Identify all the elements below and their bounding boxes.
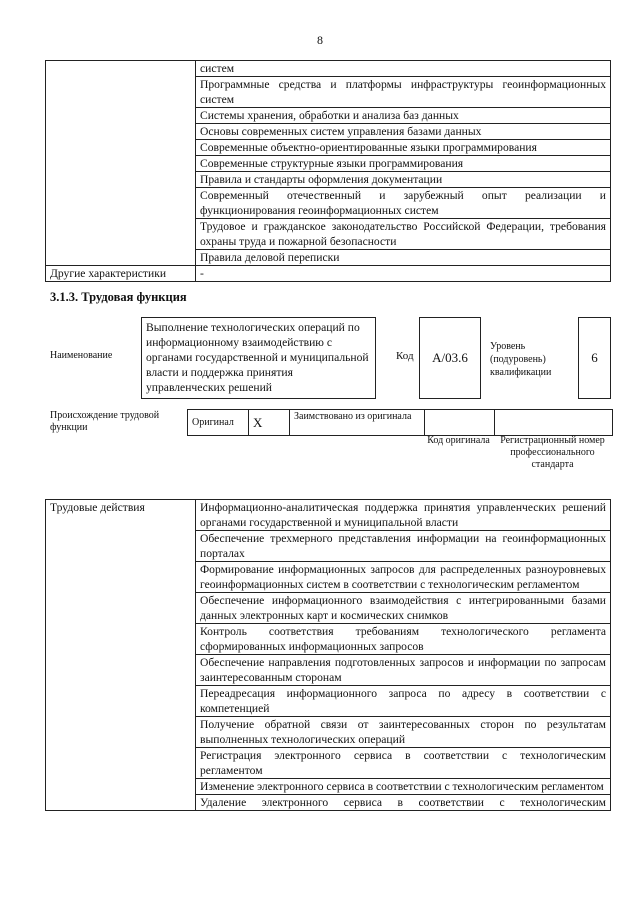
reg-number-cell [495,410,613,436]
table-cell: Системы хранения, обработки и анализа баз данных [196,108,611,124]
table-cell: Информационно-аналитическая поддержка принятия управленческих решений органами государственной и муниципальной власти [196,500,611,531]
table-cell: Обеспечение направления подготовленных запросов и информации по запросам заинтересованным сторонам [196,655,611,686]
table-cell: систем [196,61,611,77]
original-kod-cell [425,410,495,436]
table-cell: Удаление электронного сервиса в соответствии с технологическим [196,795,611,811]
table-row [46,500,611,531]
table-cell: Обеспечение трехмерного представления информации на геоинформационных порталах [196,531,611,562]
kod-label: Код [396,350,414,362]
table-cell: Программные средства и платформы инфраструктуры геоинформационных систем [196,77,611,108]
table-cell: Контроль соответствия требованиям технологического регламента сформированных информационных запросов [196,624,611,655]
table-cell-empty [46,61,196,266]
reg-caption: Регистрационный номер профессионального стандарта [500,435,605,470]
table-cell: Формирование информационных запросов для распределенных разноуровневых геоинформационных систем в соответствии с технологическим регламентом [196,562,611,593]
level-label: Уровень (подуровень) квалификации [490,341,552,378]
original-mark: Х [249,410,290,436]
function-name-value: Выполнение технологических операций по информационному взаимодействию с органами государственной и муниципальной власти и поддержка принятия управленческих решений [141,317,376,399]
name-label: Наименование [50,350,113,361]
table-cell: Основы современных систем управления базами данных [196,124,611,140]
table-cell: Правила деловой переписки [196,250,611,266]
table-cell: Регистрация электронного сервиса в соответствии с технологическим регламентом [196,748,611,779]
other-characteristics-value: - [196,266,611,282]
table-cell: Получение обратной связи от заинтересованных сторон по результатам выполненных технологических операций [196,717,611,748]
kod-caption: Код оригинала [427,435,490,446]
table-row [46,266,611,282]
origin-table [187,409,613,436]
original-label: Оригинал [188,410,249,436]
origin-label: Происхождение трудовой функции [50,410,160,433]
table-cell: Современные структурные языки программирования [196,156,611,172]
actions-table [45,499,611,811]
table-cell: Переадресация информационного запроса по адресу в соответствии с компетенцией [196,686,611,717]
actions-label: Трудовые действия [46,500,196,811]
section-title: 3.1.3. Трудовая функция [50,290,187,304]
table-cell: Правила и стандарты оформления документации [196,172,611,188]
table-row [46,61,611,77]
kod-value: А/03.6 [419,317,481,399]
page-number: 8 [317,33,323,47]
table-row [188,410,613,436]
table-cell: Трудовое и гражданское законодательство Российской Федерации, требования охраны труда и пожарной безопасности [196,219,611,250]
table-cell: Изменение электронного сервиса в соответствии с технологическим регламентом [196,779,611,795]
level-value: 6 [578,317,611,399]
borrowed-label: Заимствовано из оригинала [290,410,425,436]
other-characteristics-label: Другие характеристики [46,266,196,282]
table-cell: Современные объектно-ориентированные языки программирования [196,140,611,156]
table-cell: Обеспечение информационного взаимодействия с интегрированными базами данных электронных карт и космических снимков [196,593,611,624]
knowledge-table [45,60,611,282]
table-cell: Современный отечественный и зарубежный опыт реализации и функционирования геоинформационных систем [196,188,611,219]
